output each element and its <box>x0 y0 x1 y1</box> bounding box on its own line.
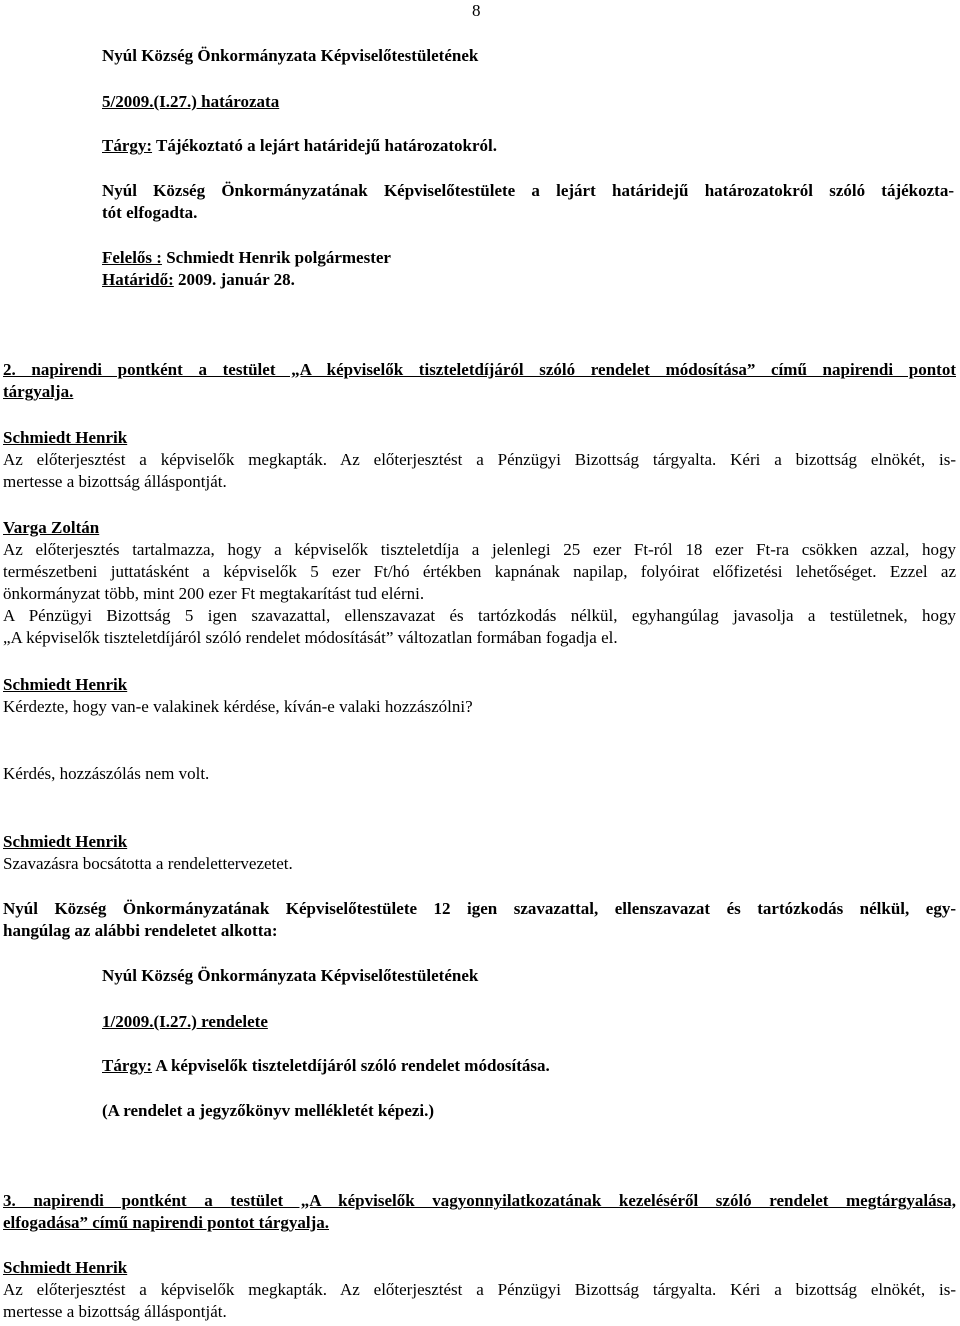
agenda-2-title-line: tárgyalja. <box>3 382 74 401</box>
speech-line: Az előterjesztést a képviselők megkapták. Az előterjesztést a Pénzügyi Bizottság tárgyalta. Kéri a bizottság elnökét, is- <box>3 450 956 469</box>
agenda-3-title-line: elfogadása” című napirendi pontot tárgyalja. <box>3 1213 330 1232</box>
agenda-3-title-line: 3. napirendi pontként a testület „A képviselők vagyonnyilatkozatának kezeléséről szóló rendelet megtárgyalása, <box>3 1191 956 1210</box>
subject-text: A képviselők tiszteletdíjáról szóló rendelet módosítása. <box>152 1056 550 1075</box>
resolution-body-line: tót elfogadta. <box>102 203 198 222</box>
deadline-line <box>102 269 295 291</box>
speaker-name: Schmiedt Henrik <box>3 1258 128 1277</box>
speech-line: Az előterjesztés tartalmazza, hogy a képviselők tiszteletdíja a jelenlegi 25 ezer Ft-ról 18 ezer Ft-ra csökken azzal, hogy <box>3 540 956 559</box>
decree-number: 1/2009.(I.27.) rendelete <box>102 1012 268 1031</box>
resolution-body <box>102 180 954 224</box>
speech <box>3 449 956 493</box>
agenda-3-title <box>3 1190 956 1234</box>
speaker-name: Varga Zoltán <box>3 518 100 537</box>
subject-label: Tárgy: <box>102 1056 153 1075</box>
speech <box>3 1279 956 1323</box>
vote-result-line: Nyúl Község Önkormányzatának Képviselőtestülete 12 igen szavazattal, ellenszavazat és tartózkodás nélkül, egy- <box>3 899 956 918</box>
decree-subject <box>102 1055 550 1077</box>
resolution-number: 5/2009.(I.27.) határozata <box>102 92 280 111</box>
page-number: 8 <box>472 1 481 20</box>
speech <box>3 539 956 649</box>
vote-result <box>3 898 956 942</box>
decree-heading: Nyúl Község Önkormányzata Képviselőtestületének <box>102 966 479 985</box>
subject-label: Tárgy: <box>102 136 153 155</box>
no-questions-note: Kérdés, hozzászólás nem volt. <box>3 764 210 783</box>
speech-line: „A képviselők tiszteletdíjáról szóló rendelet módosítását” változatlan formában fogadja el. <box>3 628 618 647</box>
speech-line: mertesse a bizottság álláspontját. <box>3 1302 227 1321</box>
speaker-name: Schmiedt Henrik <box>3 832 128 851</box>
speech-line: Szavazásra bocsátotta a rendelettervezetet. <box>3 854 293 873</box>
speech-line: Kérdezte, hogy van-e valakinek kérdése, kíván-e valaki hozzászólni? <box>3 697 473 716</box>
responsible-line <box>102 247 391 269</box>
speech-line: önkormányzat több, mint 200 ezer Ft megtakarítást tud elérni. <box>3 584 425 603</box>
speaker-name: Schmiedt Henrik <box>3 675 128 694</box>
responsible-label: Felelős : <box>102 248 162 267</box>
agenda-2-title <box>3 359 956 403</box>
speaker-name: Schmiedt Henrik <box>3 428 128 447</box>
decree-annex-note: (A rendelet a jegyzőkönyv mellékletét képezi.) <box>102 1101 435 1120</box>
resolution-subject <box>102 135 497 157</box>
resolution-body-line: Nyúl Község Önkormányzatának Képviselőtestülete a lejárt határidejű határozatokról szóló tájékozta- <box>102 181 954 200</box>
speech-line: természetbeni juttatásként a képviselők 5 ezer Ft/hó értékben kapnának napilap, folyóirat előfizetési lehetőséget. Ezzel az <box>3 562 956 581</box>
vote-result-line: hangúlag az alábbi rendeletet alkotta: <box>3 921 278 940</box>
speech-line: Az előterjesztést a képviselők megkapták. Az előterjesztést a Pénzügyi Bizottság tárgyalta. Kéri a bizottság elnökét, is- <box>3 1280 956 1299</box>
deadline-text: 2009. január 28. <box>173 270 295 289</box>
resolution-heading: Nyúl Község Önkormányzata Képviselőtestületének <box>102 46 479 65</box>
agenda-2-title-line: 2. napirendi pontként a testület „A képviselők tiszteletdíjáról szóló rendelet módosítása” című napirendi pontot <box>3 360 956 379</box>
speech-line: mertesse a bizottság álláspontját. <box>3 472 227 491</box>
responsible-text: Schmiedt Henrik polgármester <box>161 248 391 267</box>
speech-line: A Pénzügyi Bizottság 5 igen szavazattal, ellenszavazat és tartózkodás nélkül, egyhangúlag javasolja a testületnek, hogy <box>3 606 956 625</box>
subject-text: Tájékoztató a lejárt határidejű határozatokról. <box>152 136 498 155</box>
deadline-label: Határidő: <box>102 270 174 289</box>
